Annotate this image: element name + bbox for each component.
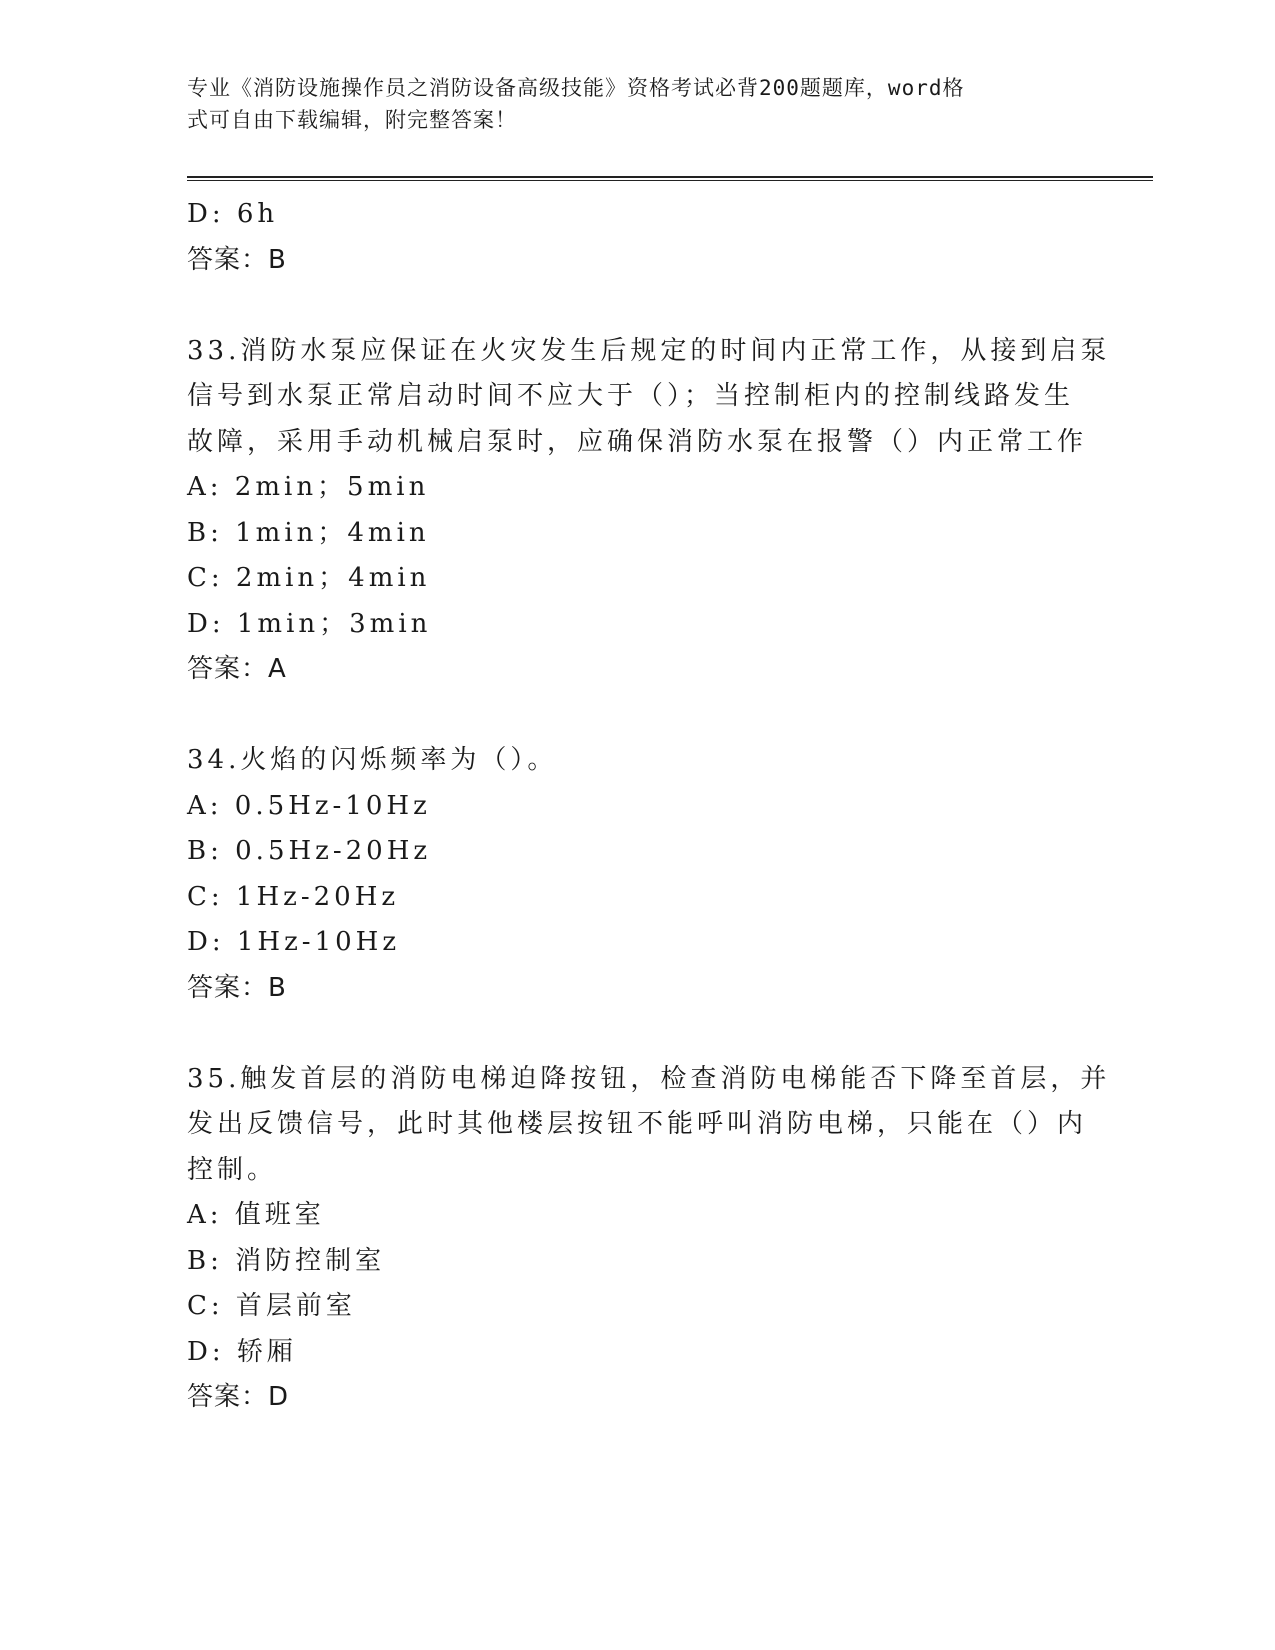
question-34 (187, 738, 1087, 1011)
answer-line: 答案：B (187, 972, 287, 1003)
question-text-line: 35.触发首层的消防电梯迫降按钮，检查消防电梯能否下降至首层，并 (187, 1063, 1111, 1094)
question-text (187, 329, 1111, 466)
question-text (187, 1057, 1111, 1194)
answer-line: 答案：A (187, 654, 287, 684)
question-text-line: 发出反馈信号，此时其他楼层按钮不能呼叫消防电梯，只能在（）内 (187, 1109, 1088, 1139)
option-a: A: 2min；5min (187, 472, 430, 502)
question-text-line: 故障，采用手动机械启泵时，应确保消防水泵在报警（）内正常工作 (187, 426, 1088, 457)
question-text-line: 33.消防水泵应保证在火灾发生后规定的时间内正常工作，从接到启泵 (187, 335, 1111, 366)
question-33 (187, 329, 1111, 693)
option-a: A: 0.5Hz-10Hz (187, 790, 431, 821)
answer-line: 答案：B (187, 244, 287, 275)
option-b: B: 1min；4min (187, 517, 430, 548)
option-c: C: 2min；4min (187, 563, 431, 593)
header-divider (187, 176, 1153, 181)
option-d: D: 6h (187, 199, 279, 229)
option-b: B: 0.5Hz-20Hz (187, 836, 432, 866)
option-b: B: 消防控制室 (187, 1245, 386, 1276)
option-a: A: 值班室 (187, 1200, 325, 1230)
question-text-line: 34.火焰的闪烁频率为（）。 (187, 745, 558, 775)
option-c: C: 首层前室 (187, 1291, 356, 1321)
option-d: D: 轿厢 (187, 1336, 297, 1367)
option-c: C: 1Hz-20Hz (187, 881, 400, 912)
question-35 (187, 1057, 1111, 1421)
prev-question-tail (187, 192, 1087, 283)
header-line-1: 专业《消防设施操作员之消防设备高级技能》资格考试必背200题题库，word格 (187, 76, 965, 100)
header-line-2: 式可自由下载编辑，附完整答案！ (187, 108, 517, 132)
question-text-line: 信号到水泵正常启动时间不应大于（）；当控制柜内的控制线路发生 (187, 381, 1075, 411)
question-text-line: 控制。 (187, 1154, 278, 1185)
question-text (187, 738, 1087, 784)
option-d: D: 1Hz-10Hz (187, 927, 401, 957)
document-body (187, 192, 1111, 1421)
document-header (187, 72, 1067, 136)
answer-line: 答案：D (187, 1382, 290, 1412)
option-d: D: 1min；3min (187, 608, 432, 639)
